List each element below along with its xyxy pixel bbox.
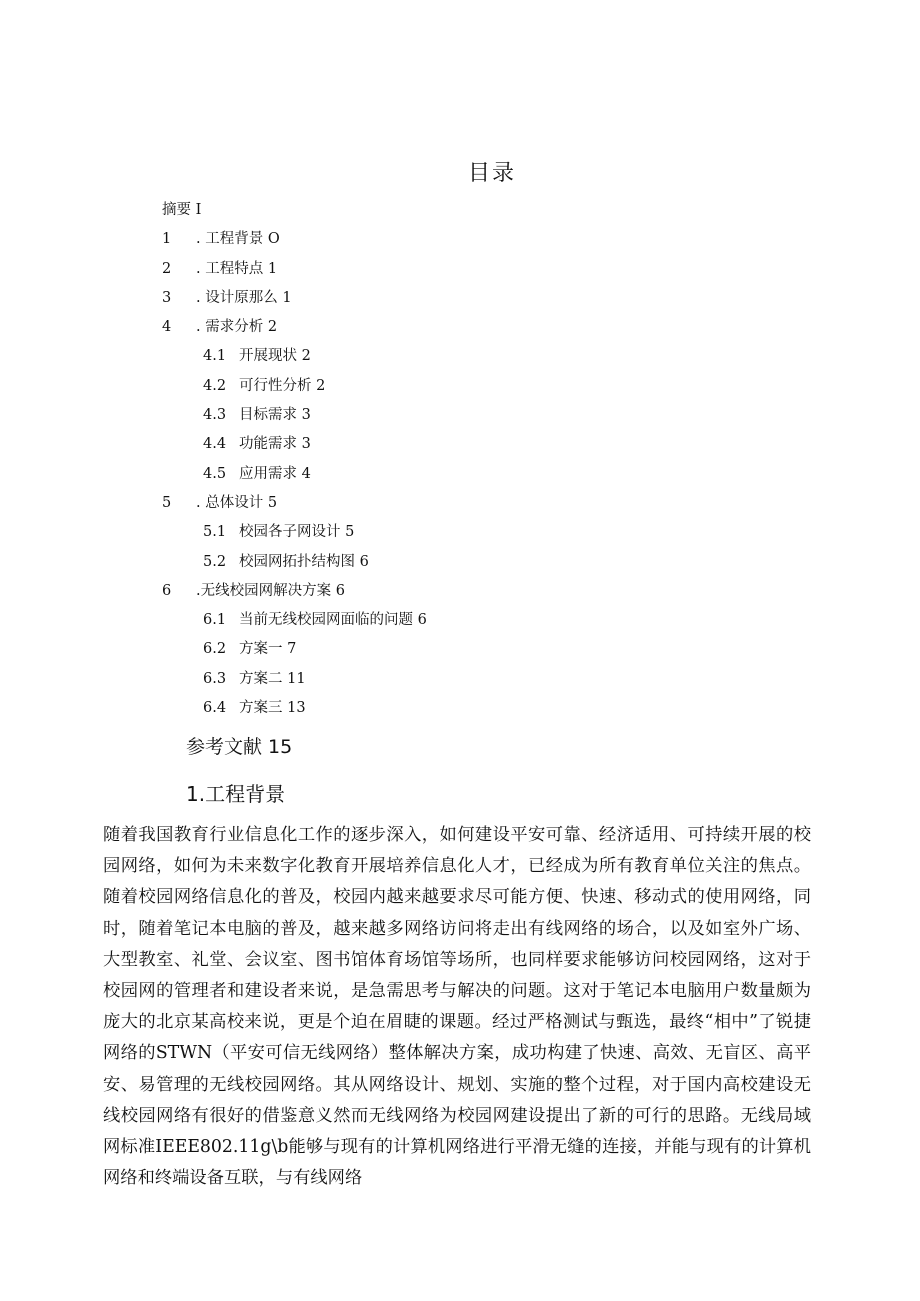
toc-entry-number: 4.1	[203, 348, 227, 365]
toc-entry-label: 当前无线校园网面临的问题 6	[239, 612, 427, 629]
toc-entry	[0, 284, 920, 313]
body-paragraph: 随着我国教育行业信息化工作的逐步深入，如何建设平安可靠、经济适用、可持续开展的校园网络，如何为未来数字化教育开展培养信息化人才，已经成为所有教育单位关注的焦点。随着校园网络信息化的普及，校园内越来越要求尽可能方便、快速、移动式的使用网络，同时，随着笔记本电脑的普及，越来越多网络访问将走出有线网络的场合，以及如室外广场、大型教室、礼堂、会议室、图书馆体育场馆等场所，也同样要求能够访问校园网络，这对于校园网的管理者和建设者来说，是急需思考与解决的问题。这对于笔记本电脑用户数量颇为庞大的北京某高校来说，更是个迫在眉睫的课题。经过严格测试与甄选，最终“相中”了锐捷网络的STWN（平安可信无线网络）整体解决方案，成功构建了快速、高效、无盲区、高平安、易管理的无线校园网络。其从网络设计、规划、实施的整个过程，对于国内高校建设无线校园网络有很好的借鉴意义然而无线网络为校园网建设提出了新的可行的思路。无线局域网标准IEEE802.11g\b能够与现有的计算机网络进行平滑无缝的连接，并能与现有的计算机网络和终端设备互联，与有线网络	[103, 825, 811, 1189]
toc-entry	[0, 460, 920, 489]
toc-entry	[0, 430, 920, 459]
toc-entry	[0, 401, 920, 430]
toc-entry-number: 4.3	[203, 407, 227, 424]
toc-entry-label: 功能需求 3	[239, 436, 311, 453]
toc-entry-label: 方案一 7	[239, 641, 297, 658]
toc-entry	[0, 196, 920, 225]
toc-entry-label: 可行性分析 2	[239, 377, 326, 394]
toc-entry	[0, 577, 920, 606]
toc-entry	[0, 372, 920, 401]
toc-entry-number: 5.2	[203, 553, 227, 570]
toc-entry-number: 2	[162, 260, 172, 277]
toc-entry-number: 6	[162, 582, 172, 599]
toc-entry-label: . 需求分析 2	[196, 319, 278, 336]
toc-entry-number: 4.4	[203, 436, 227, 453]
toc-entry	[0, 225, 920, 254]
toc-entry-label: 应用需求 4	[239, 465, 311, 482]
toc-entry-number: 4.5	[203, 465, 227, 482]
toc-references-entry: 参考文献 15	[186, 736, 293, 758]
toc-entry	[0, 518, 920, 547]
toc-entry-number: 3	[162, 289, 172, 306]
toc-entry-label: 方案二 11	[239, 670, 306, 687]
toc-entry-label: 校园网拓扑结构图 6	[239, 553, 369, 570]
toc-entry	[0, 606, 920, 635]
toc-entry	[0, 313, 920, 342]
table-of-contents	[0, 196, 920, 723]
toc-entry-label: 目标需求 3	[239, 407, 311, 424]
toc-entry-label: 开展现状 2	[239, 348, 311, 365]
toc-entry-number: 6.4	[203, 700, 227, 717]
toc-entry-label: 摘要 I	[162, 202, 202, 218]
toc-entry	[0, 489, 920, 518]
toc-entry-number: 1	[162, 231, 172, 248]
section-heading: 1.工程背景	[186, 782, 286, 806]
toc-entry-label: 方案三 13	[239, 700, 306, 717]
toc-entry	[0, 342, 920, 371]
toc-entry-number: 5	[162, 494, 172, 511]
toc-title: 目录	[467, 161, 516, 186]
toc-entry-label: 校园各子网设计 5	[239, 524, 355, 541]
toc-entry	[0, 255, 920, 284]
toc-entry	[0, 635, 920, 664]
toc-entry-number: 6.1	[203, 612, 227, 629]
toc-entry-number: 4	[162, 319, 172, 336]
toc-entry-label: . 总体设计 5	[196, 494, 278, 511]
toc-entry-number: 5.1	[203, 524, 227, 541]
toc-entry-label: . 工程背景 O	[196, 231, 280, 248]
toc-entry	[0, 665, 920, 694]
toc-entry-label: .无线校园网解决方案 6	[196, 582, 345, 599]
toc-entry-number: 6.3	[203, 670, 227, 687]
toc-entry-label: . 工程特点 1	[196, 260, 278, 277]
toc-entry	[0, 548, 920, 577]
toc-entry-number: 6.2	[203, 641, 227, 658]
toc-entry-number: 4.2	[203, 377, 227, 394]
toc-entry-label: . 设计原那么 1	[196, 289, 292, 306]
toc-entry	[0, 694, 920, 723]
